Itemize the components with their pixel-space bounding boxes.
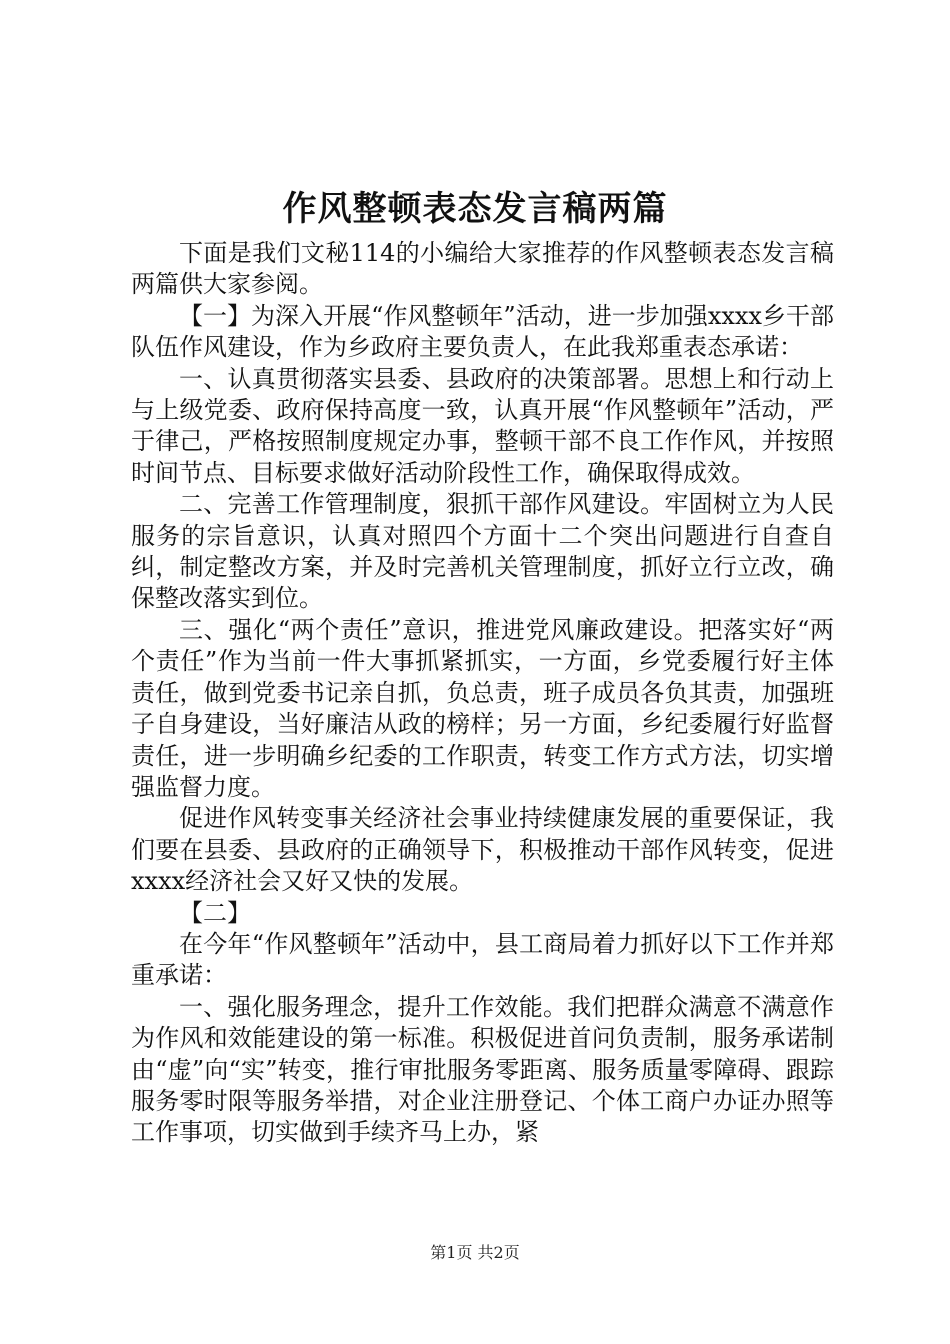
page-footer: 第1页 共2页 [430,1243,520,1262]
paragraph-point-three: 三、强化“两个责任”意识，推进党风廉政建设。把落实好“两个责任”作为当前一件大事抓紧抓实，一方面，乡党委履行好主体责任，做到党委书记亲自抓，负总责，班子成员各负其责，加强班子自身建设，当好廉洁从政的榜样；另一方面，乡纪委履行好监督责任，进一步明确乡纪委的工作职责，转变工作方式方法，切实增强监督力度。 [131,615,834,801]
paragraph-part-two-point-one: 一、强化服务理念，提升工作效能。我们把群众满意不满意作为作风和效能建设的第一标准。积极促进首问负责制，服务承诺制由“虚”向“实”转变，推行审批服务零距离、服务质量零障碍、跟踪服务零时限等服务举措，对企业注册登记、个体工商户办证办照等工作事项，切实做到手续齐马上办，紧 [131,992,834,1147]
paragraph-part-two-intro: 在今年“作风整顿年”活动中，县工商局着力抓好以下工作并郑重承诺： [131,929,834,990]
paragraph-conclusion: 促进作风转变事关经济社会事业持续健康发展的重要保证，我们要在县委、县政府的正确领导下，积极推动干部作风转变，促进xxxx经济社会又好又快的发展。 [131,804,834,896]
paragraph-intro: 下面是我们文秘114的小编给大家推荐的作风整顿表态发言稿两篇供大家参阅。 [131,239,834,299]
section-heading-two: 【二】 [179,898,251,927]
paragraph-point-two: 二、完善工作管理制度，狠抓干部作风建设。牢固树立为人民服务的宗旨意识，认真对照四个方面十二个突出问题进行自查自纠，制定整改方案，并及时完善机关管理制度，抓好立行立改，确保整改落实到位。 [131,490,834,613]
paragraph-point-one: 一、认真贯彻落实县委、县政府的决策部署。思想上和行动上与上级党委、政府保持高度一致，认真开展“作风整顿年”活动，严于律己，严格按照制度规定办事，整顿干部不良工作作风，并按照时间节点、目标要求做好活动阶段性工作，确保取得成效。 [131,364,834,487]
page-title: 作风整顿表态发言稿两篇 [282,189,668,229]
paragraph-part-one-intro: 【一】为深入开展“作风整顿年”活动，进一步加强xxxx乡干部队伍作风建设，作为乡政府主要负责人，在此我郑重表态承诺： [131,301,834,362]
document-body [131,238,834,1149]
